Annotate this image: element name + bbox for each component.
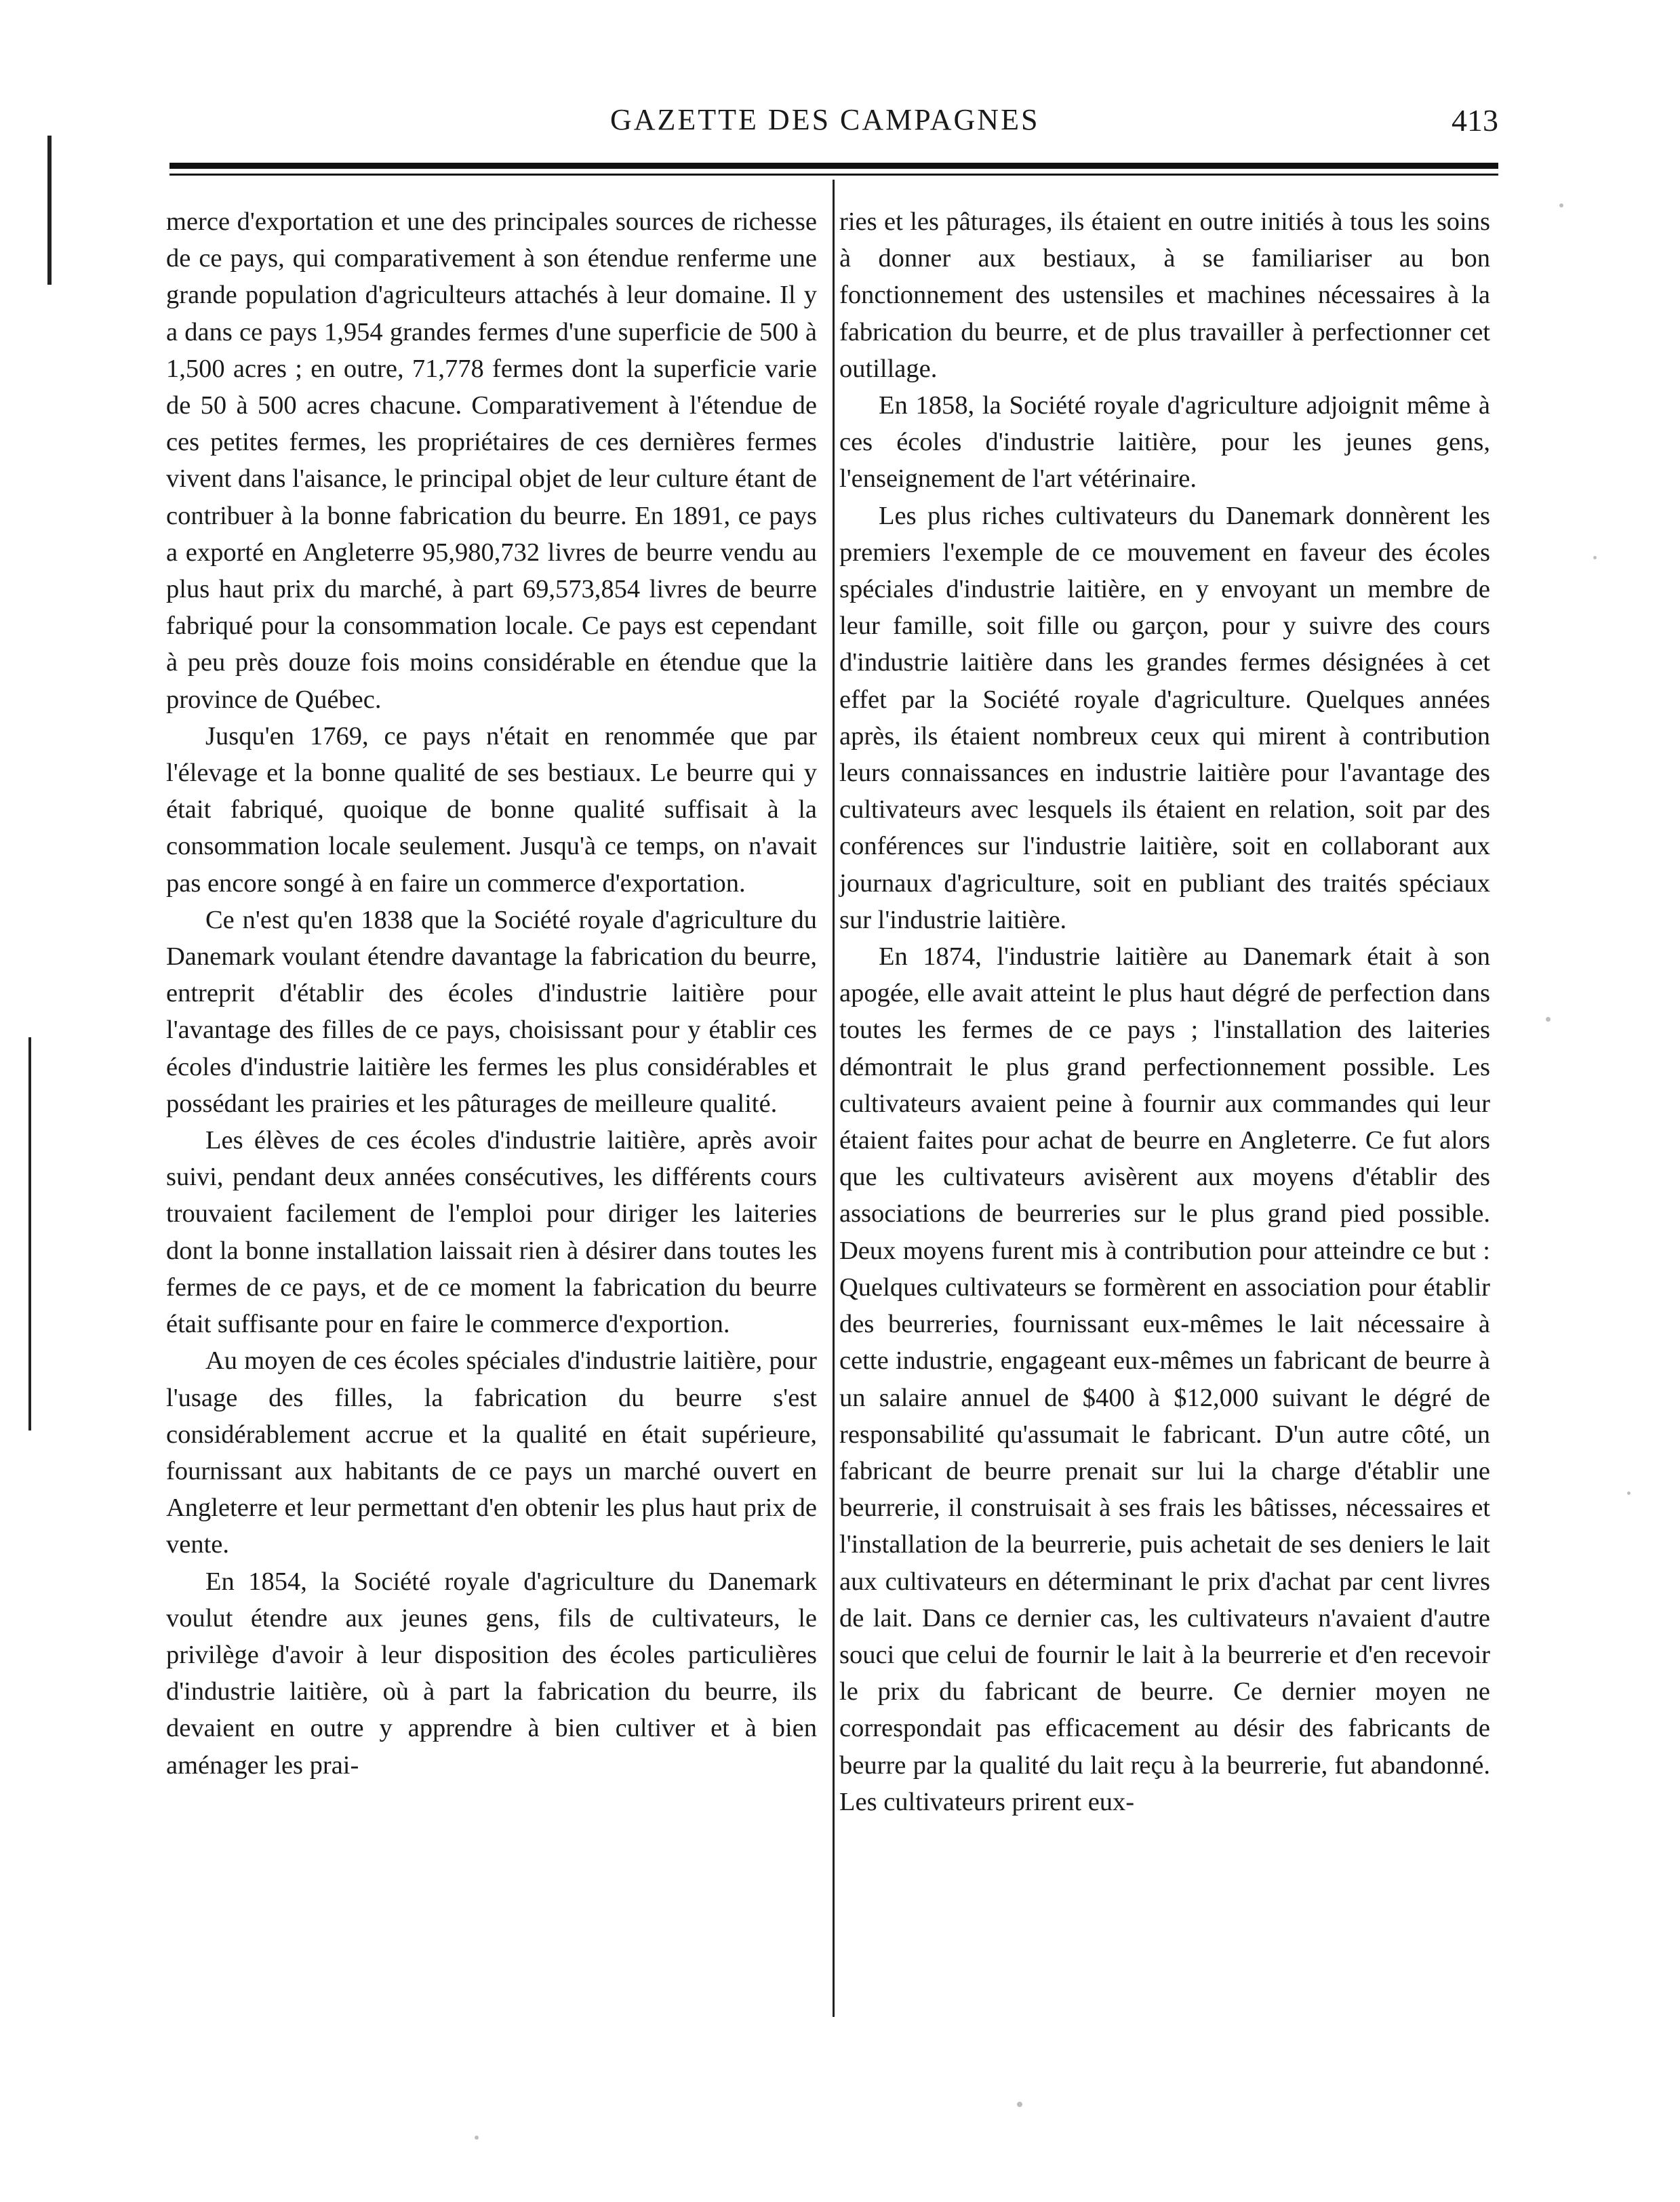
paragraph: Jusqu'en 1769, ce pays n'était en renommée que par l'élevage et la bonne qualité de ses bestiaux. Le beurre qui y était fabriqué, quoique de bonne qualité suffisait à la consommation locale seulement. Jusqu'à ce temps, on n'avait pas encore songé à en faire un commerce d'exportation.: [166, 721, 817, 898]
scan-speck: [1017, 2102, 1022, 2107]
header-rule-thick: [169, 163, 1498, 169]
page-header: [163, 92, 1498, 146]
paragraph: Les plus riches cultivateurs du Danemark donnèrent les premiers l'exemple de ce mouvement en faveur des écoles spéciales d'industrie laitière, en y envoyant un membre de leur famille, soit fille ou garçon, pour y suivre des cours d'industrie laitière dans les grandes fermes désignées à cet effet par la Société royale d'agriculture. Quelques années après, ils étaient nombreux ceux qui mirent à contribution leurs connaissances en industrie laitière pour l'avantage des cultivateurs avec lesquels ils étaient en relation, soit par des conférences sur l'industrie laitière, soit en collaborant aux journaux d'agriculture, soit en publiant des traités spéciaux sur l'industrie laitière.: [839, 501, 1490, 934]
scan-speck: [1593, 556, 1597, 559]
scan-speck: [475, 2136, 479, 2140]
scan-speck: [1627, 1492, 1631, 1495]
page-title: GAZETTE DES CAMPAGNES: [610, 103, 1040, 136]
paragraph: Les élèves de ces écoles d'industrie laitière, après avoir suivi, pendant deux années consécutives, les différents cours trouvaient facilement de l'emploi pour diriger les laiteries dont la bonne installation laissait rien à désirer dans toutes les fermes de ce pays, et de ce moment la fabrication du beurre était suffisante pour en faire le commerce d'exportion.: [166, 1126, 817, 1339]
scan-speck: [1546, 1017, 1551, 1022]
margin-mark: [28, 1037, 31, 1430]
paragraph: En 1874, l'industrie laitière au Danemark était à son apogée, elle avait atteint le plus haut dégré de perfection dans toutes les fermes de ce pays ; l'installation des laiteries démontrait le plus grand perfectionnement possible. Les cultivateurs avaient peine à fournir aux commandes qui leur étaient faites pour achat de beurre en Angleterre. Ce fut alors que les cultivateurs avisèrent aux moyens d'établir des associations de beurreries sur le plus grand pied possible. Deux moyens furent mis à contribution pour atteindre ce but : Quelques cultivateurs se formèrent en association pour établir des beurreries, fournissant eux-mêmes le lait nécessaire à cette industrie, engageant eux-mêmes un fabricant de beurre à un salaire annuel de $400 à $12,000 suivant le dégré de responsabilité qu'assumait le fabricant. D'un autre côté, un fabricant de beurre prenait sur lui la charge d'établir une beurrerie, il construisait à ses frais les bâtisses, nécessaires et l'installation de la beurrerie, puis achetait de ses deniers le lait aux cultivateurs en déterminant le prix d'achat par cent livres de lait. Dans ce dernier cas, les cultivateurs n'avaient d'autre souci que celui de fournir le lait à la beurrerie et d'en recevoir le prix du fabricant de beurre. Ce dernier moyen ne correspondait pas efficacement au désir des fabricants de beurre par la qualité du lait reçu à la beurrerie, fut abandonné. Les cultivateurs prirent eux-: [839, 942, 1490, 1816]
right-column: [839, 203, 1490, 1820]
paragraph: ries et les pâturages, ils étaient en outre initiés à tous les soins à donner aux bestiaux, à se familiariser au bon fonctionnement des ustensiles et machines nécessaires à la fabrication du beurre, et de plus travailler à perfectionner cet outillage.: [839, 207, 1490, 383]
paragraph: En 1854, la Société royale d'agriculture du Danemark voulut étendre aux jeunes gens, fils de cultivateurs, le privilège d'avoir à leur disposition des écoles particulières d'industrie laitière, où à part la fabrication du beurre, ils devaient en outre y apprendre à bien cultiver et à bien aménager les prai-: [166, 1567, 817, 1780]
page-number: 413: [1452, 103, 1498, 138]
scan-speck: [1559, 203, 1563, 207]
paragraph: merce d'exportation et une des principales sources de richesse de ce pays, qui comparativement à son étendue renferme une grande population d'agriculteurs attachés à leur domaine. Il y a dans ce pays 1,954 grandes fermes d'une superficie de 500 à 1,500 acres ; en outre, 71,778 fermes dont la superficie varie de 50 à 500 acres chacune. Comparativement à l'étendue de ces petites fermes, les propriétaires de ces dernières fermes vivent dans l'aisance, le principal objet de leur culture étant de contribuer à la bonne fabrication du beurre. En 1891, ce pays a exporté en Angleterre 95,980,732 livres de beurre vendu au plus haut prix du marché, à part 69,573,854 livres de beurre fabriqué pour la consommation locale. Ce pays est cependant à peu près douze fois moins considérable en étendue que la province de Québec.: [166, 207, 817, 714]
paragraph: Ce n'est qu'en 1838 que la Société royale d'agriculture du Danemark voulant étendre davantage la fabrication du beurre, entreprit d'établir des écoles d'industrie laitière pour l'avantage des filles de ce pays, choisissant pour y établir ces écoles d'industrie laitière les fermes les plus considérables et possédant les prairies et les pâturages de meilleure qualité.: [166, 905, 817, 1118]
header-rule-thin: [169, 174, 1498, 176]
paragraph: En 1858, la Société royale d'agriculture adjoignit même à ces écoles d'industrie laitière, pour les jeunes gens, l'enseignement de l'art vétérinaire.: [839, 391, 1490, 494]
margin-mark: [47, 136, 52, 285]
paragraph: Au moyen de ces écoles spéciales d'industrie laitière, pour l'usage des filles, la fabrication du beurre s'est considérablement accrue et la qualité en était supérieure, fournissant aux habitants de ce pays un marché ouvert en Angleterre et leur permettant d'en obtenir les plus haut prix de vente.: [166, 1346, 817, 1559]
left-column: [166, 203, 817, 1784]
column-divider: [833, 180, 835, 2017]
